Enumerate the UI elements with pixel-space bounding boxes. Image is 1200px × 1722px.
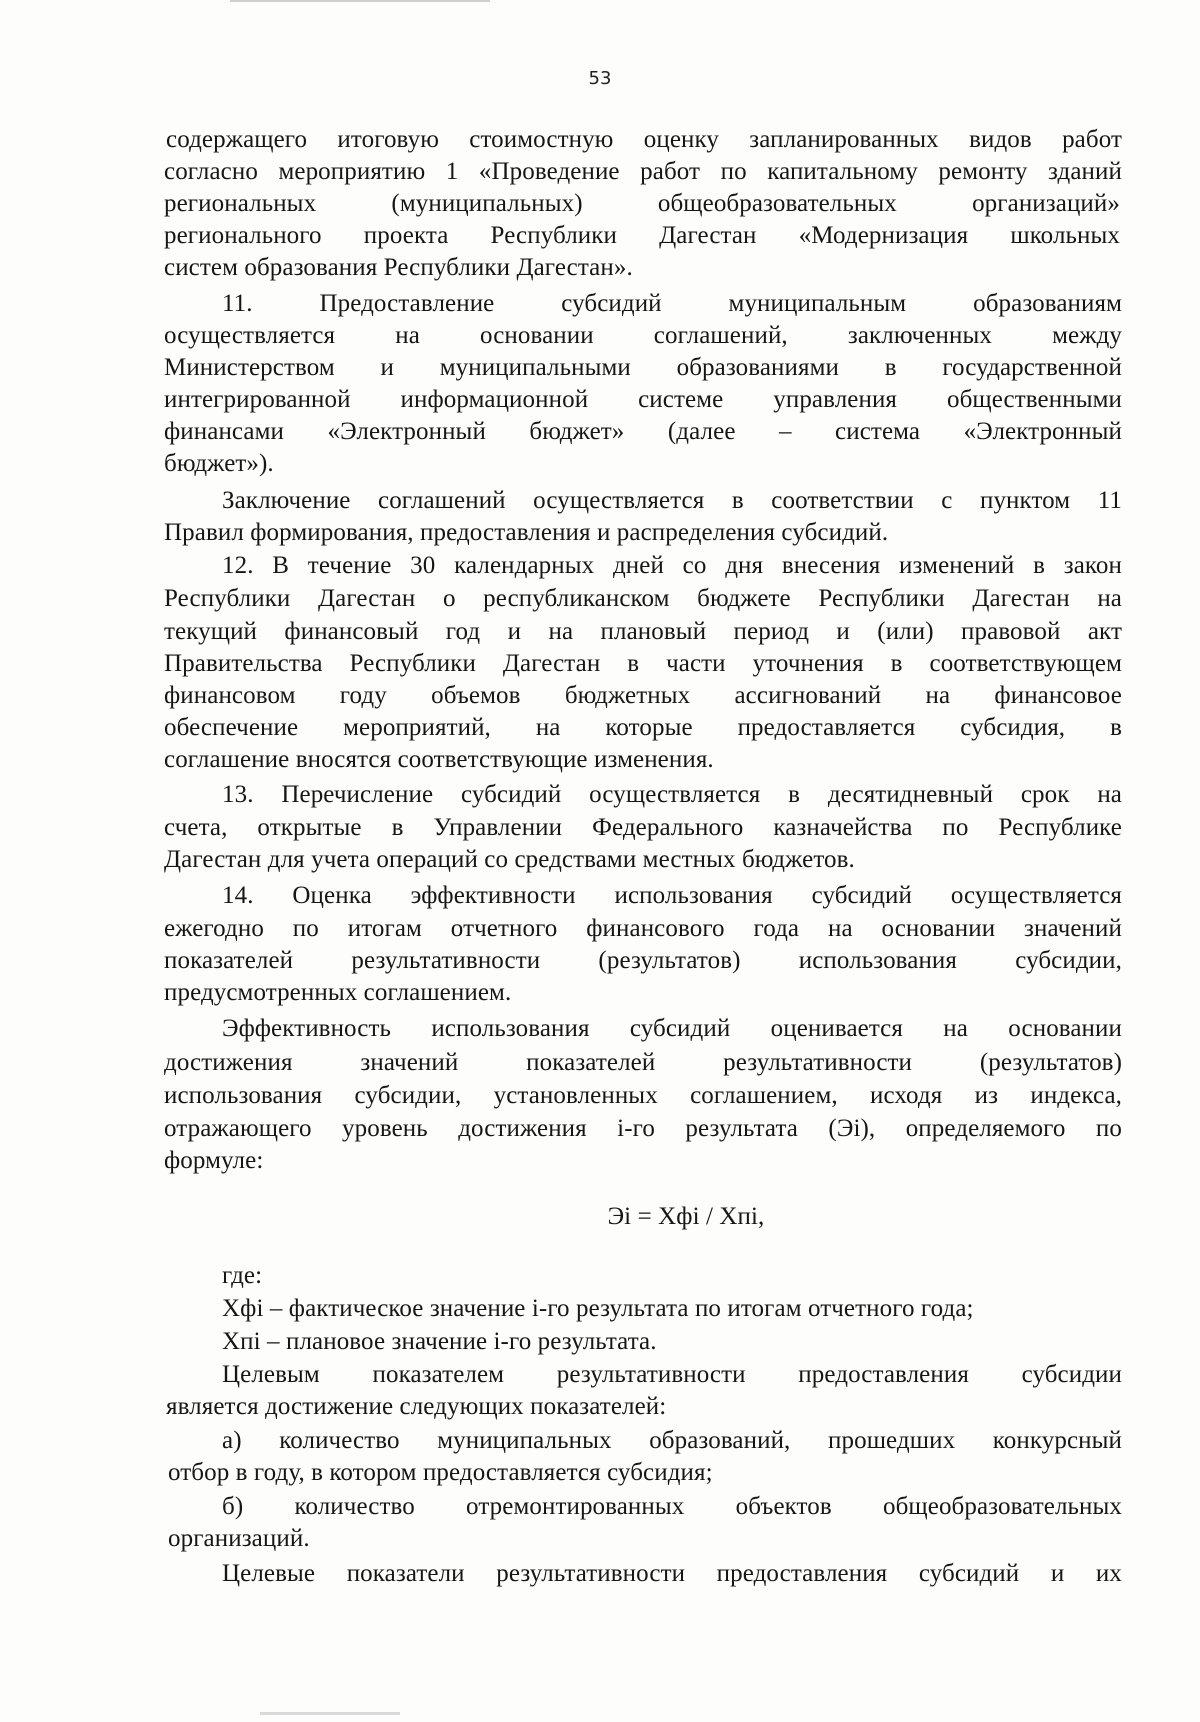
text-line: организаций. xyxy=(168,1525,310,1552)
text-line: систем образования Республики Дагестан». xyxy=(164,254,633,281)
text-line: Целевым показателем результативности предоставления субсидии xyxy=(222,1361,1122,1388)
text-line: обеспечение мероприятий, на которые предоставляется субсидия, в xyxy=(164,714,1122,741)
text-line: Министерством и муниципальными образованиями в государственной xyxy=(164,354,1122,381)
text-line: достижения значений показателей результативности (результатов) xyxy=(164,1049,1122,1076)
list-item: б) количество отремонтированных объектов общеобразовательных xyxy=(222,1493,1122,1520)
formula-definition: Хпi – плановое значение i-го результата. xyxy=(222,1328,657,1355)
text-line: бюджет»). xyxy=(164,450,274,477)
paragraph-11-heading: 11. Предоставление субсидий муниципальным образованиям xyxy=(222,290,1122,317)
paragraph-12-heading: 12. В течение 30 календарных дней со дня внесения изменений в закон xyxy=(222,552,1122,579)
text-line: Эффективность использования субсидий оценивается на основании xyxy=(222,1015,1122,1042)
text-line: согласно мероприятию 1 «Проведение работ по капитальному ремонту зданий xyxy=(164,158,1122,185)
paragraph-14-heading: 14. Оценка эффективности использования субсидий осуществляется xyxy=(222,882,1122,909)
page-number: 53 xyxy=(588,68,612,89)
text-line: отражающего уровень достижения i-го результата (Эi), определяемого по xyxy=(164,1115,1122,1142)
text-line: финансовом году объемов бюджетных ассигнований на финансовое xyxy=(164,682,1122,709)
scan-artifact xyxy=(230,0,490,2)
paragraph-13-heading: 13. Перечисление субсидий осуществляется в десятидневный срок на xyxy=(222,781,1122,808)
formula-definition: Хфi – фактическое значение i-го результата по итогам отчетного года; xyxy=(222,1295,974,1322)
text-line: является достижение следующих показателей: xyxy=(166,1393,667,1420)
text-line: Целевые показатели результативности предоставления субсидий и их xyxy=(222,1560,1122,1587)
text-line: Республики Дагестан о республиканском бюджете Республики Дагестан на xyxy=(164,585,1122,612)
text-line: осуществляется на основании соглашений, заключенных между xyxy=(164,322,1122,349)
text-line: предусмотренных соглашением. xyxy=(164,979,512,1006)
text-line: региональных (муниципальных) общеобразовательных организаций» xyxy=(164,190,1120,217)
text-line: содержащего итоговую стоимостную оценку запланированных видов работ xyxy=(166,126,1122,153)
text-line: финансами «Электронный бюджет» (далее – система «Электронный xyxy=(164,418,1122,445)
text-line: показателей результативности (результатов) использования субсидии, xyxy=(164,947,1122,974)
list-item: а) количество муниципальных образований, прошедших конкурсный xyxy=(222,1427,1122,1454)
text-line: где: xyxy=(222,1262,263,1289)
text-line: Заключение соглашений осуществляется в соответствии с пунктом 11 xyxy=(222,487,1122,514)
text-line: отбор в году, в котором предоставляется субсидия; xyxy=(168,1459,713,1486)
text-line: текущий финансовый год и на плановый период и (или) правовой акт xyxy=(164,618,1122,645)
text-line: интегрированной информационной системе управления общественными xyxy=(164,386,1122,413)
text-line: Правительства Республики Дагестан в части уточнения в соответствующем xyxy=(164,650,1122,677)
formula: Эi = Хфi / Хпi, xyxy=(607,1203,765,1230)
text-line: Правил формирования, предоставления и распределения субсидий. xyxy=(164,519,889,546)
scan-artifact xyxy=(260,1712,400,1715)
text-line: ежегодно по итогам отчетного финансового года на основании значений xyxy=(164,915,1122,942)
text-line: соглашение вносятся соответствующие изменения. xyxy=(164,746,714,773)
text-line: Дагестан для учета операций со средствами местных бюджетов. xyxy=(164,846,855,873)
text-line: использования субсидии, установленных соглашением, исходя из индекса, xyxy=(164,1082,1122,1109)
text-line: формуле: xyxy=(164,1147,264,1174)
text-line: регионального проекта Республики Дагестан «Модернизация школьных xyxy=(164,222,1120,249)
text-line: счета, открытые в Управлении Федерального казначейства по Республике xyxy=(164,814,1122,841)
